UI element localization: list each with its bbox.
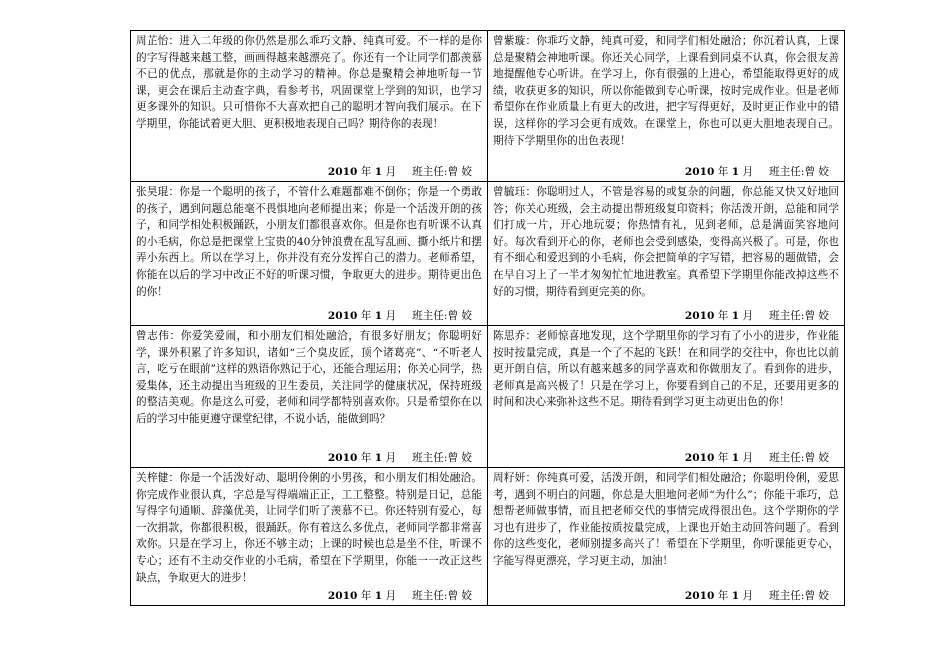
- table-row: [131, 326, 845, 468]
- signature-month: 1: [731, 590, 740, 602]
- signature-month: 1: [374, 590, 383, 602]
- signature-teacher-label: 班主任:: [412, 452, 448, 464]
- signature-year-unit: 年: [360, 590, 372, 602]
- signature-year: 2010: [684, 166, 715, 178]
- signature-teacher-name: 曾 姣: [804, 590, 829, 602]
- comment-card: [488, 182, 845, 326]
- signature-year-unit: 年: [717, 310, 729, 322]
- signature-teacher-name: 曾 姣: [804, 452, 829, 464]
- signature-teacher-name: 曾 姣: [804, 166, 829, 178]
- signature-teacher-name: 曾 姣: [447, 310, 472, 322]
- comment-text: 曾紫璇：你乖巧文静，纯真可爱，和同学们相处融洽；你沉着认真，上课总是聚精会神地听课。你还关心同学，上课看到同桌不认真，你会很友善地提醒他专心听讲。在学习上，你有很强的上进心，希望能取得更好的成绩，收获更多的知识，所以你能做到专心听课，按时完成作业。但是老师希望你在作业质量上有更大的改进，把字写得更好，及时更正作业中的错误，这样你的学习会更有成效。在课堂上，你也可以更大胆地表现自己。期待下学期里你的出色表现！: [493, 35, 839, 147]
- signature-line: [136, 588, 482, 604]
- signature-month-unit: 月: [385, 452, 397, 464]
- signature-teacher-label: 班主任:: [412, 590, 448, 602]
- table-row: [131, 182, 845, 326]
- signature-month: 1: [731, 310, 740, 322]
- signature-month-unit: 月: [385, 590, 397, 602]
- signature-teacher-label: 班主任:: [412, 310, 448, 322]
- comment-text: 曾志伟：你爱笑爱闹，和小朋友们相处融洽，有很多好朋友；你聪明好学，课外积累了许多知识，诸如“三个臭皮匠，顶个诸葛亮”、“不听老人言，吃亏在眼前”这样的熟语你熟记于心，还能合理运用；你关心同学，热爱集体，还主动提出当班级的卫生委员，关注同学的健康状况，保持班级的整洁美观。你是这么可爱，老师和同学都特别喜欢你。只是希望你在以后的学习中能更遵守课堂纪律，不说小话，能做到吗？: [136, 330, 482, 425]
- signature-month-unit: 月: [385, 166, 397, 178]
- signature-teacher-name: 曾 姣: [447, 590, 472, 602]
- comment-card: [131, 468, 488, 606]
- signature-teacher-name: 曾 姣: [447, 452, 472, 464]
- signature-year: 2010: [684, 310, 715, 322]
- signature-teacher-label: 班主任:: [769, 310, 805, 322]
- comment-text: 周籽妍：你纯真可爱，活泼开朗，和同学们相处融洽；你聪明伶俐，爱思考，遇到不明白的问题，你总是大胆地问老师“为什么”；你能干乖巧，总想帮老师做事情，而且把老师交代的事情完成得很出色。这个学期你的学习也有进步了，作业能按质按量完成，上课也开始主动回答问题了。看到你的这些变化，老师别提多高兴了！希望在下学期里，你听课能更专心，字能写得更漂亮，学习更主动，加油！: [493, 472, 839, 567]
- signature-month: 1: [374, 452, 383, 464]
- signature-month: 1: [731, 452, 740, 464]
- signature-line: [493, 588, 839, 604]
- signature-month-unit: 月: [742, 590, 754, 602]
- comment-card: [488, 468, 845, 606]
- comment-text: 张昊琨：你是一个聪明的孩子，不管什么难题都难不倒你；你是一个勇敢的孩子，遇到问题总能毫不畏惧地向老师提出来；你是一个活泼开朗的孩子，和同学相处积极踊跃，小朋友们都很喜欢你。但是你也有听课不认真的小毛病，你总是把课堂上宝贵的40分钟浪费在乱写乱画、撕小纸片和摆弄小东西上。所以在学习上，你并没有充分发挥自己的潜力。老师希望，你能在以后的学习中改正不好的听课习惯，争取更大的进步。期待更出色的你！: [136, 186, 482, 298]
- signature-line: [493, 450, 839, 466]
- comment-text: 周芷怡：进入二年级的你仍然是那么乖巧文静、纯真可爱。不一样的是你的字写得越来越工整，画画得越来越漂亮了。你还有一个让同学们都羡慕不已的优点，那就是你的主动学习的精神。你总是聚精会神地听每一节课，更会在课后主动查字典，看参考书，巩固课堂上学到的知识，也学习更多课外的知识。只可惜你不大喜欢把自己的聪明才智向我们展示。在下学期里，你能试着更大胆、更积极地表现自己吗？期待你的表现！: [136, 35, 482, 130]
- signature-line: [136, 164, 482, 180]
- signature-line: [136, 450, 482, 466]
- signature-year-unit: 年: [360, 310, 372, 322]
- signature-teacher-label: 班主任:: [412, 166, 448, 178]
- signature-year-unit: 年: [717, 452, 729, 464]
- comment-sheet: [130, 30, 839, 602]
- signature-year-unit: 年: [717, 166, 729, 178]
- signature-month-unit: 月: [742, 310, 754, 322]
- comment-text: 陈思乔：老师惊喜地发现，这个学期里你的学习有了小小的进步，作业能按时按量完成，真是一个了不起的飞跃！在和同学的交往中，你也比以前更开朗自信，所以有越来越多的同学喜欢和你做朋友了。看到你的进步，老师真是高兴极了！只是在学习上，你要看到自己的不足，还要用更多的时间和决心来弥补这些不足。期待看到学习更主动更出色的你！: [493, 330, 839, 409]
- signature-year: 2010: [327, 166, 358, 178]
- comment-text: 曾毓珏：你聪明过人，不管是容易的或复杂的问题，你总能又快又好地回答；你关心班级，会主动提出帮班级复印资料；你活泼开朗，总能和同学们打成一片，开心地玩耍；你热情有礼，见到老师，总是满面笑容地问好。每次看到开心的你，老师也会受到感染，变得高兴极了。可是，你也有不细心和爱迟到的小毛病，你会把简单的字写错，把容易的题做错，会在早自习上了一半才匆匆忙忙地进教室。真希望下学期里你能改掉这些不好的习惯，期待看到更完美的你。: [493, 186, 839, 298]
- signature-month: 1: [374, 166, 383, 178]
- table-row: [131, 468, 845, 606]
- signature-year: 2010: [327, 452, 358, 464]
- signature-line: [493, 308, 839, 324]
- signature-year: 2010: [327, 590, 358, 602]
- signature-teacher-name: 曾 姣: [804, 310, 829, 322]
- signature-year-unit: 年: [717, 590, 729, 602]
- signature-year-unit: 年: [360, 452, 372, 464]
- signature-year: 2010: [327, 310, 358, 322]
- signature-month-unit: 月: [385, 310, 397, 322]
- table-row: [131, 31, 845, 182]
- comment-card: [488, 326, 845, 468]
- signature-month-unit: 月: [742, 166, 754, 178]
- signature-year: 2010: [684, 590, 715, 602]
- signature-year-unit: 年: [360, 166, 372, 178]
- signature-month: 1: [374, 310, 383, 322]
- signature-line: [493, 164, 839, 180]
- comment-card: [131, 182, 488, 326]
- comment-text: 关梓健：你是一个活泼好动、聪明伶俐的小男孩，和小朋友们相处融洽。你完成作业很认真，字总是写得端端正正，工工整整。特别是日记，总能写得字句通顺、辞藻优美，让同学们听了羡慕不已。你还特别有爱心，每一次捐款，你都很积极，很踊跃。你有着这么多优点，老师同学都非常喜欢你。只是在学习上，你还不够主动；上课的时候也总是坐不住，听课不专心；还有不主动交作业的小毛病，希望在下学期里，你能一一改正这些缺点，争取更大的进步！: [136, 472, 482, 584]
- signature-month: 1: [731, 166, 740, 178]
- signature-line: [136, 308, 482, 324]
- comment-table: [130, 30, 845, 606]
- signature-month-unit: 月: [742, 452, 754, 464]
- comment-card: [131, 326, 488, 468]
- comment-card: [131, 31, 488, 182]
- signature-teacher-name: 曾 姣: [447, 166, 472, 178]
- signature-teacher-label: 班主任:: [769, 590, 805, 602]
- comment-card: [488, 31, 845, 182]
- signature-year: 2010: [684, 452, 715, 464]
- signature-teacher-label: 班主任:: [769, 452, 805, 464]
- signature-teacher-label: 班主任:: [769, 166, 805, 178]
